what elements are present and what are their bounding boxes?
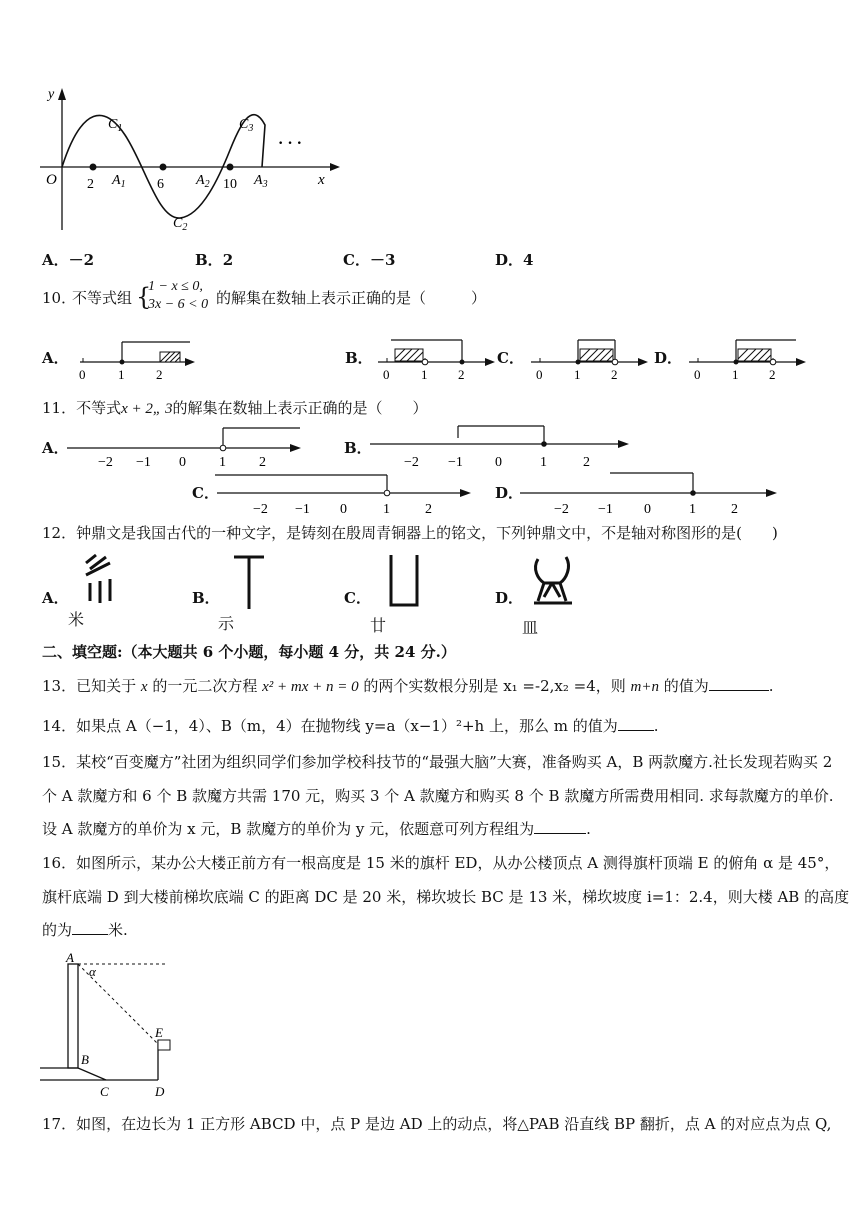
- svg-text:0: 0: [495, 455, 502, 470]
- svg-text:−2: −2: [404, 455, 419, 470]
- number-line-d: [686, 335, 811, 383]
- glyph-b-modern: 示: [218, 614, 235, 633]
- point-label-a3: $A_3$: [254, 173, 268, 190]
- option-d: D．4: [495, 251, 534, 269]
- glyph-a: [80, 553, 120, 608]
- svg-text:1: 1: [689, 502, 696, 517]
- svg-text:D: D: [155, 1084, 165, 1099]
- y-label: y: [48, 87, 55, 102]
- tick-point-2: [90, 164, 97, 171]
- building-diagram: [38, 950, 218, 1100]
- inequality-1: 1 − x ≤ 0,: [148, 279, 203, 294]
- inequality-2: 3x − 6 < 0: [148, 297, 209, 312]
- number-line-a: [75, 335, 205, 383]
- svg-text:1: 1: [540, 455, 547, 470]
- option-c-letter: C．: [192, 484, 219, 502]
- option-c: C．－3: [343, 251, 396, 269]
- option-d-letter: D．: [495, 484, 524, 502]
- svg-text:α: α: [89, 964, 96, 979]
- svg-text:E: E: [155, 1025, 163, 1040]
- option-b: B．2: [195, 251, 234, 269]
- option-b-letter: B．: [344, 439, 372, 457]
- svg-text:1: 1: [383, 502, 390, 517]
- question-17: 17．如图，在边长为 1 正方形 ABCD 中，点 P 是边 AD 上的动点，将△PAB 沿直线 BP 翻折，点 A 的对应点为点 Q,: [42, 1115, 832, 1133]
- peak-label-c2: $C_2$: [173, 216, 188, 233]
- svg-text:−1: −1: [448, 455, 463, 470]
- number-line-b: [375, 335, 495, 383]
- number-line-11b: [368, 418, 633, 470]
- question-10-tail: 的解集在数轴上表示正确的是（ ）: [216, 289, 487, 307]
- question-16-line-2: 旗杆底端 D 到大楼前梯坎底端 C 的距离 DC 是 20 米，梯坎坡长 BC 是 13 米，梯坎坡度 i=1：2.4，则大楼 AB 的高度: [42, 888, 850, 906]
- option-a-letter: A．: [42, 589, 69, 607]
- svg-text:0: 0: [536, 367, 543, 382]
- svg-text:−1: −1: [136, 455, 151, 470]
- glyph-a-modern: 米: [68, 610, 85, 629]
- ellipsis: · · ·: [278, 135, 303, 152]
- question-10-lead: 不等式组: [72, 289, 133, 307]
- svg-text:1: 1: [421, 367, 428, 382]
- svg-text:B: B: [81, 1052, 89, 1067]
- svg-text:1: 1: [574, 367, 581, 382]
- svg-text:0: 0: [340, 502, 347, 517]
- number-line-11c: [215, 465, 475, 517]
- option-b-letter: B．: [192, 589, 220, 607]
- svg-text:0: 0: [79, 367, 86, 382]
- svg-text:A: A: [66, 950, 74, 965]
- peak-label-c3: $C_3$: [239, 117, 254, 134]
- option-d-letter: D．: [654, 349, 683, 367]
- x-label: x: [318, 172, 325, 188]
- slope-bc: [78, 1068, 106, 1080]
- option-c-letter: C．: [497, 349, 524, 367]
- option-a-letter: A．: [42, 349, 69, 367]
- tick-label: 10: [223, 177, 237, 192]
- question-12: 12．钟鼎文是我国古代的一种文字，是铸刻在殷周青铜器上的铭文，下列钟鼎文中，不是轴对称图形的是( ): [42, 524, 778, 542]
- peak-label-c1: $C_1$: [108, 117, 123, 134]
- svg-text:1: 1: [219, 455, 226, 470]
- svg-text:1: 1: [118, 367, 125, 382]
- question-15-line-3: 设 A 款魔方的单价为 x 元，B 款魔方的单价为 y 元，依题意可列方程组为 .: [42, 820, 591, 838]
- option-c-letter: C．: [344, 589, 371, 607]
- tick-label: 6: [157, 177, 164, 192]
- question-10-number: 10．: [42, 289, 77, 307]
- question-15-line-2: 个 A 款魔方和 6 个 B 款魔方共需 170 元，购买 3 个 A 款魔方和购买 8 个 B 款魔方所需费用相同. 求每款魔方的单价.: [42, 787, 834, 805]
- option-a: A．－2: [42, 251, 95, 269]
- svg-text:2: 2: [769, 367, 776, 382]
- svg-text:−2: −2: [554, 502, 569, 517]
- point-label-a2: $A_2$: [196, 173, 210, 190]
- svg-text:2: 2: [259, 455, 266, 470]
- svg-text:2: 2: [731, 502, 738, 517]
- section-heading: 二、填空题:（本大题共 6 个小题，每小题 4 分，共 24 分.）: [42, 643, 456, 661]
- svg-text:0: 0: [383, 367, 390, 382]
- svg-text:2: 2: [156, 367, 163, 382]
- number-line-c: [528, 335, 653, 383]
- svg-text:2: 2: [611, 367, 618, 382]
- question-14: 14．如果点 A（−1，4）、B（m，4）在抛物线 y=a（x−1）²+h 上，那么 m 的值为 .: [42, 717, 659, 735]
- answer-blank: [534, 819, 586, 834]
- svg-text:2: 2: [425, 502, 432, 517]
- tick-label: 2: [87, 177, 94, 192]
- flag: [158, 1040, 170, 1050]
- glyph-d-modern: 皿: [522, 618, 539, 637]
- number-line-11a: [65, 420, 310, 470]
- svg-text:−1: −1: [598, 502, 613, 517]
- x-axis-arrow: [330, 163, 340, 171]
- svg-text:0: 0: [694, 367, 701, 382]
- question-11: 11．不等式x + 2„ 3的解集在数轴上表示正确的是（ ）: [42, 399, 428, 417]
- svg-text:C: C: [100, 1084, 109, 1099]
- tick-point-10: [227, 164, 234, 171]
- option-d-letter: D．: [495, 589, 524, 607]
- question-13: 13．已知关于 x 的一元二次方程 x² + mx + n = 0 的两个实数根分别是 x₁ =-2,x₂ =4，则 m+n 的值为 .: [42, 677, 774, 695]
- answer-blank: [618, 716, 654, 731]
- question-15-line-1: 15．某校“百变魔方”社团为组织同学们参加学校科技节的“最强大脑”大赛，准备购买 A，B 两款魔方.社长发现若购买 2: [42, 753, 833, 771]
- point-label-a1: $A_1$: [112, 173, 126, 190]
- svg-text:2: 2: [458, 367, 465, 382]
- option-a-letter: A．: [42, 439, 69, 457]
- svg-text:−1: −1: [295, 502, 310, 517]
- glyph-c: [385, 553, 425, 613]
- answer-blank: [72, 920, 108, 935]
- glyph-d: [530, 553, 580, 613]
- sine-graph: [30, 80, 350, 240]
- svg-text:2: 2: [583, 455, 590, 470]
- svg-text:1: 1: [732, 367, 739, 382]
- option-b-letter: B．: [345, 349, 373, 367]
- svg-text:0: 0: [179, 455, 186, 470]
- answer-blank: [709, 676, 769, 691]
- building: [68, 964, 78, 1068]
- svg-text:−2: −2: [253, 502, 268, 517]
- question-16-line-1: 16．如图所示，某办公大楼正前方有一根高度是 15 米的旗杆 ED，从办公楼顶点 A 测得旗杆顶端 E 的俯角 α 是 45°，: [42, 854, 840, 872]
- svg-text:−2: −2: [98, 455, 113, 470]
- glyph-c-modern: 廿: [370, 616, 387, 635]
- y-axis-arrow: [58, 88, 66, 100]
- number-line-11d: [518, 465, 780, 517]
- svg-text:0: 0: [644, 502, 651, 517]
- origin-label: O: [46, 172, 57, 188]
- tick-point-6: [160, 164, 167, 171]
- question-16-line-3: 的为 米.: [42, 921, 128, 939]
- brace: {: [136, 283, 152, 311]
- glyph-b: [232, 553, 272, 613]
